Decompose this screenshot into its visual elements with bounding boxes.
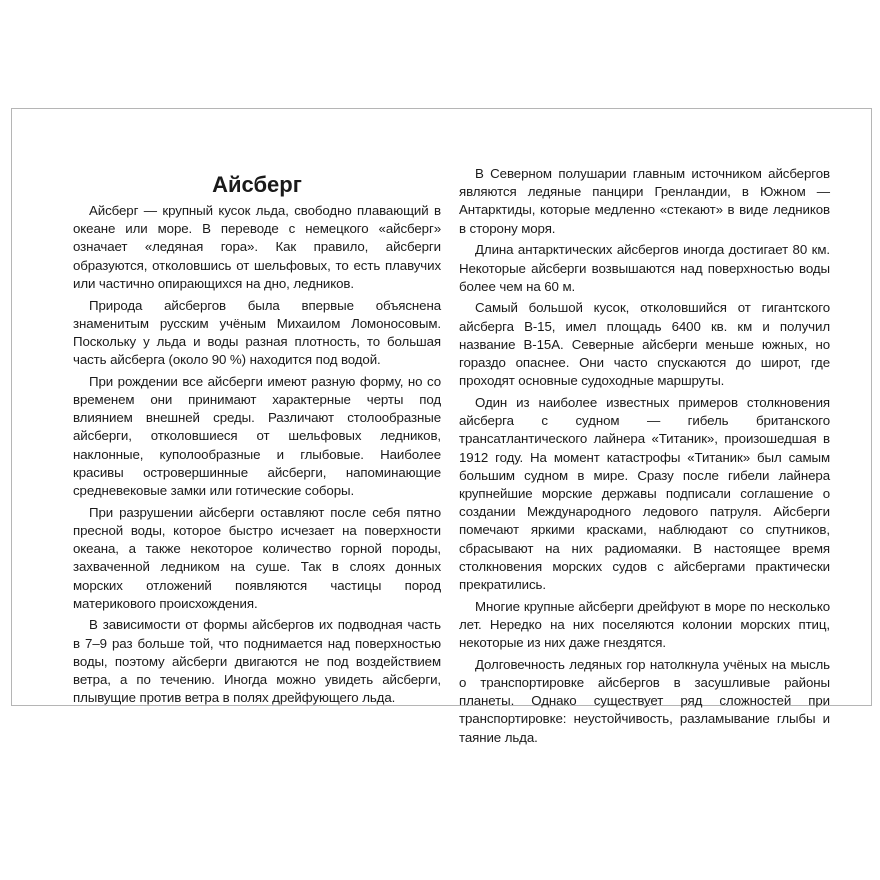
paragraph: Природа айсбергов была впервые объяснена знаменитым русским учёным Михаилом Ломоносовым. Поскольку у льда и воды разная плотность, то большая часть айсберга (около 90 %) находится под водой. [73,297,441,368]
paragraph: При разрушении айсберги оставляют после себя пятно пресной воды, которое быстро исчезает на поверхности океана, а также некоторое количество горной породы, захваченной ледником на суше. Так в слоях донных морских отложений появляются частицы пород материкового происхождения. [73,504,441,611]
paragraph: Один из наиболее известных примеров столкновения айсберга с судном — гибель британского трансатлантического лайнера «Титаник», произошедшая в 1912 году. На момент катастрофы «Титаник» был самым большим судном в мире. Сразу после гибели лайнера крупнейшие морские державы подписали соглашение о создании Международного ледового патруля. Айсберги помечают яркими красками, наблюдают со спутников, сбрасывают на них радиомаяки. В настоящее время столкновения морских судов с айсбергами практически прекратились. [459,394,830,592]
document-page [11,108,872,745]
paragraph: В Северном полушарии главным источником айсбергов являются ледяные панцири Гренландии, в Южном — Антарктиды, которые медленно «стекают» в виде ледников в сторону моря. [459,166,830,236]
paragraph: При рождении все айсберги имеют разную форму, но со временем они принимают характерные черты под влиянием внешней среды. Различают столообразные айсберги, отколовшиеся от шельфовых ледников, наклонные, куполообразные и глыбовые. Наиболее красивы островершинные айсберги, напоминающие средневековые замки или готические соборы. [73,373,441,499]
right-column [459,165,830,750]
paragraph: Длина антарктических айсбергов иногда достигает 80 км. Некоторые айсберги возвышаются над поверхностью воды более чем на 60 м. [459,242,830,294]
paragraph: Айсберг — крупный кусок льда, свободно плавающий в океане или море. В переводе с немецкого «айсберг» означает «ледяная гора». Как правило, айсберги образуются, отколовшись от шельфовых, то есть плавучих или частично опирающихся на дно, ледников. [73,203,441,291]
paragraph: В зависимости от формы айсбергов их подводная часть в 7–9 раз больше той, что поднимается над поверхностью воды, поэтому айсберги двигаются не под воздействием ветра, а по течению. Иногда можно увидеть айсберги, плывущие против ветра в полях дрейфующего льда. [73,617,441,706]
left-column [73,202,441,711]
page-title: Айсберг [212,172,302,197]
paragraph: Долговечность ледяных гор натолкнула учёных на мысль о транспортировке айсбергов в засушливые районы планеты. Однако существует ряд сложностей при транспортировке: неустойчивость, разламывание глыбы и таяние льда. [459,656,830,745]
paragraph: Самый большой кусок, отколовшийся от гигантского айсберга B-15, имел площадь 6400 кв. км и получил название B-15A. Северные айсберги меньше южных, но гораздо опаснее. Они часто спускаются до широт, где проходят основные судоходные маршруты. [459,300,830,389]
paragraph: Многие крупные айсберги дрейфуют в море по несколько лет. Нередко на них поселяются колонии морских птиц, некоторые из них даже гнездятся. [459,598,830,651]
